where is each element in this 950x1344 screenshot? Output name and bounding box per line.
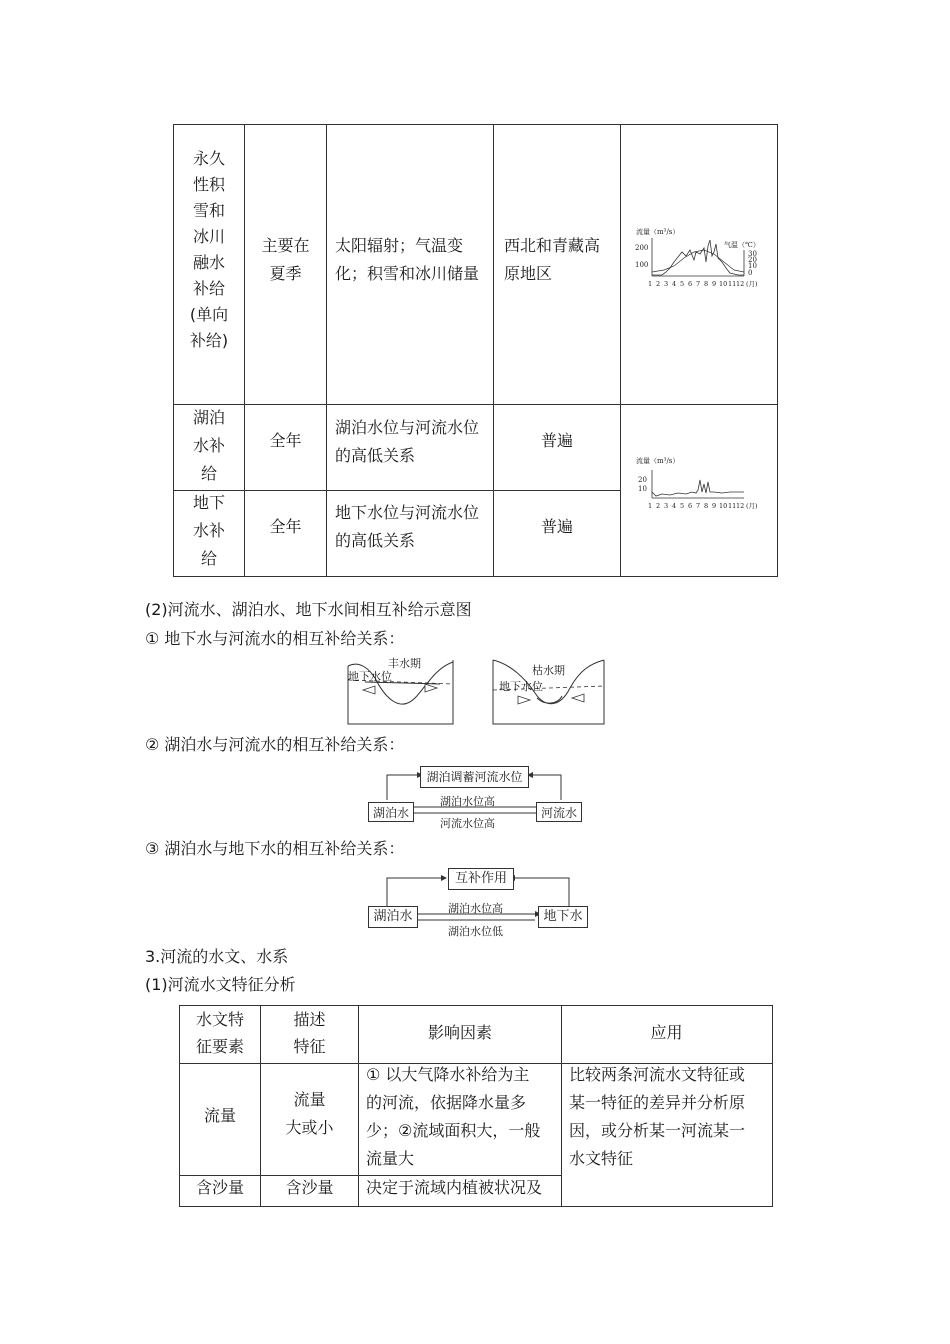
chart1-ytick-200: 200	[635, 244, 649, 252]
chart2-xtick: 4	[672, 502, 677, 510]
section2-item1: ① 地下水与河流水的相互补给关系：	[145, 629, 405, 648]
chart2-ylabel: 流量（m³/s）	[636, 457, 680, 465]
chart2-xtick: 6	[688, 502, 693, 510]
cell-time-lake: 全年	[269, 431, 302, 450]
chart1-y2tick-0: 0	[748, 269, 753, 277]
chart1-xunit: (月)	[746, 280, 758, 288]
cell-factor-groundwater: 地下水位与河流水位 的高低关系	[335, 503, 480, 550]
chart1-y2tick-10: 10	[748, 262, 757, 270]
chart1-xtick: 10	[719, 280, 728, 288]
chart2-xunit: (月)	[746, 502, 758, 510]
cell-type-groundwater: 地下 水补 给	[192, 493, 225, 568]
row-flow-description: 流量 大或小	[285, 1090, 334, 1137]
chart2-xtick: 10	[719, 502, 728, 510]
cell-region-glacier: 西北和青藏高 原地区	[504, 236, 601, 283]
cell-region-groundwater: 普遍	[540, 517, 573, 536]
diagram3-arrow-bottom-label: 湖泊水位低	[448, 925, 503, 938]
chart-lake-groundwater-flow	[630, 452, 770, 514]
chart1-ylabel: 流量（m³/s）	[636, 228, 680, 236]
header-application: 应用	[650, 1023, 683, 1042]
diagram2-left-box: 湖泊水	[368, 802, 414, 822]
chart1-xtick: 3	[664, 280, 669, 288]
row-flow-element: 流量	[203, 1106, 236, 1125]
chart1-xtick: 12	[736, 280, 745, 288]
diagram1-wet-label: 地下水位	[348, 670, 392, 683]
chart-glacier-flow	[630, 222, 770, 294]
diagram2-right-box: 河流水	[536, 802, 582, 822]
section3-heading: 3.河流的水文、水系	[145, 947, 289, 966]
section2-item3: ③ 湖泊水与地下水的相互补给关系：	[145, 839, 405, 858]
chart1-y2tick-30: 30	[748, 250, 757, 258]
cell-region-lake: 普遍	[540, 431, 573, 450]
chart2-xtick: 9	[712, 502, 717, 510]
chart1-xtick: 6	[688, 280, 693, 288]
chart1-xtick: 2	[656, 280, 661, 288]
chart1-y2tick-20: 20	[748, 256, 757, 264]
header-element: 水文特 征要素	[195, 1010, 244, 1056]
diagram1-dry-title: 枯水期	[532, 664, 565, 677]
cell-type-glacier: 永久 性积 雪和 冰川 融水 补给 (单向 补给)	[189, 149, 229, 350]
chart2-xtick: 3	[664, 502, 669, 510]
header-factors: 影响因素	[427, 1023, 492, 1042]
cell-time-groundwater: 全年	[269, 517, 302, 536]
chart2-xtick: 12	[736, 502, 745, 510]
diagram1-wet-title: 丰水期	[388, 657, 421, 670]
diagram3-arrow-top-label: 湖泊水位高	[448, 902, 503, 915]
chart2-ytick-20: 20	[638, 476, 647, 484]
diagram3-right-box: 地下水	[538, 906, 588, 928]
chart2-xtick: 8	[704, 502, 709, 510]
chart2-flow-line	[652, 480, 744, 496]
chart2-ytick-10: 10	[638, 485, 647, 493]
header-description: 描述 特征	[293, 1010, 326, 1056]
diagram3-top-box: 互补作用	[448, 868, 514, 890]
chart1-xtick: 9	[712, 280, 717, 288]
chart1-xtick: 1	[648, 280, 653, 288]
diagram2-top-box: 湖泊调蓄河流水位	[420, 766, 529, 788]
row-sediment-description: 含沙量	[285, 1178, 334, 1197]
chart2-xtick: 11	[728, 502, 737, 510]
row-sediment-element: 含沙量	[195, 1178, 244, 1197]
cell-factor-lake: 湖泊水位与河流水位 的高低关系	[335, 418, 480, 465]
chart1-xtick: 8	[704, 280, 709, 288]
chart1-xtick: 7	[696, 280, 701, 288]
chart1-xtick: 4	[672, 280, 677, 288]
chart2-xtick: 5	[680, 502, 685, 510]
chart1-xtick: 5	[680, 280, 685, 288]
chart1-ytick-100: 100	[635, 261, 649, 269]
chart2-xtick: 1	[648, 502, 653, 510]
diagram2-arrow-top-label: 湖泊水位高	[440, 795, 495, 808]
section2-heading: (2)河流水、湖泊水、地下水间相互补给示意图	[145, 600, 472, 619]
row-flow-application: 比较两条河流水文特征或 某一特征的差异并分析原 因，或分析某一河流某一 水文特征	[569, 1065, 746, 1168]
row-sediment-factors: 决定于流域内植被状况及	[366, 1178, 543, 1197]
cell-type-lake: 湖泊 水补 给	[192, 408, 225, 483]
diagram3-left-box: 湖泊水	[368, 906, 418, 928]
chart2-xtick: 2	[656, 502, 661, 510]
chart2-xtick: 7	[696, 502, 701, 510]
row-flow-factors: ① 以大气降水补给为主 的河流，依据降水量多 少；②流域面积大，一般 流量大	[366, 1065, 541, 1168]
section2-item2: ② 湖泊水与河流水的相互补给关系：	[145, 735, 405, 754]
cell-factor-glacier: 太阳辐射；气温变 化；积雪和冰川储量	[335, 236, 480, 283]
diagram2-arrow-bottom-label: 河流水位高	[440, 817, 495, 830]
chart1-y2label: 气温（℃）	[724, 241, 760, 249]
cell-time-glacier: 主要在 夏季	[261, 236, 310, 283]
section3-sub: (1)河流水文特征分析	[145, 975, 296, 994]
diagram1-dry-label: 地下水位	[499, 680, 543, 693]
chart1-xtick: 11	[728, 280, 737, 288]
